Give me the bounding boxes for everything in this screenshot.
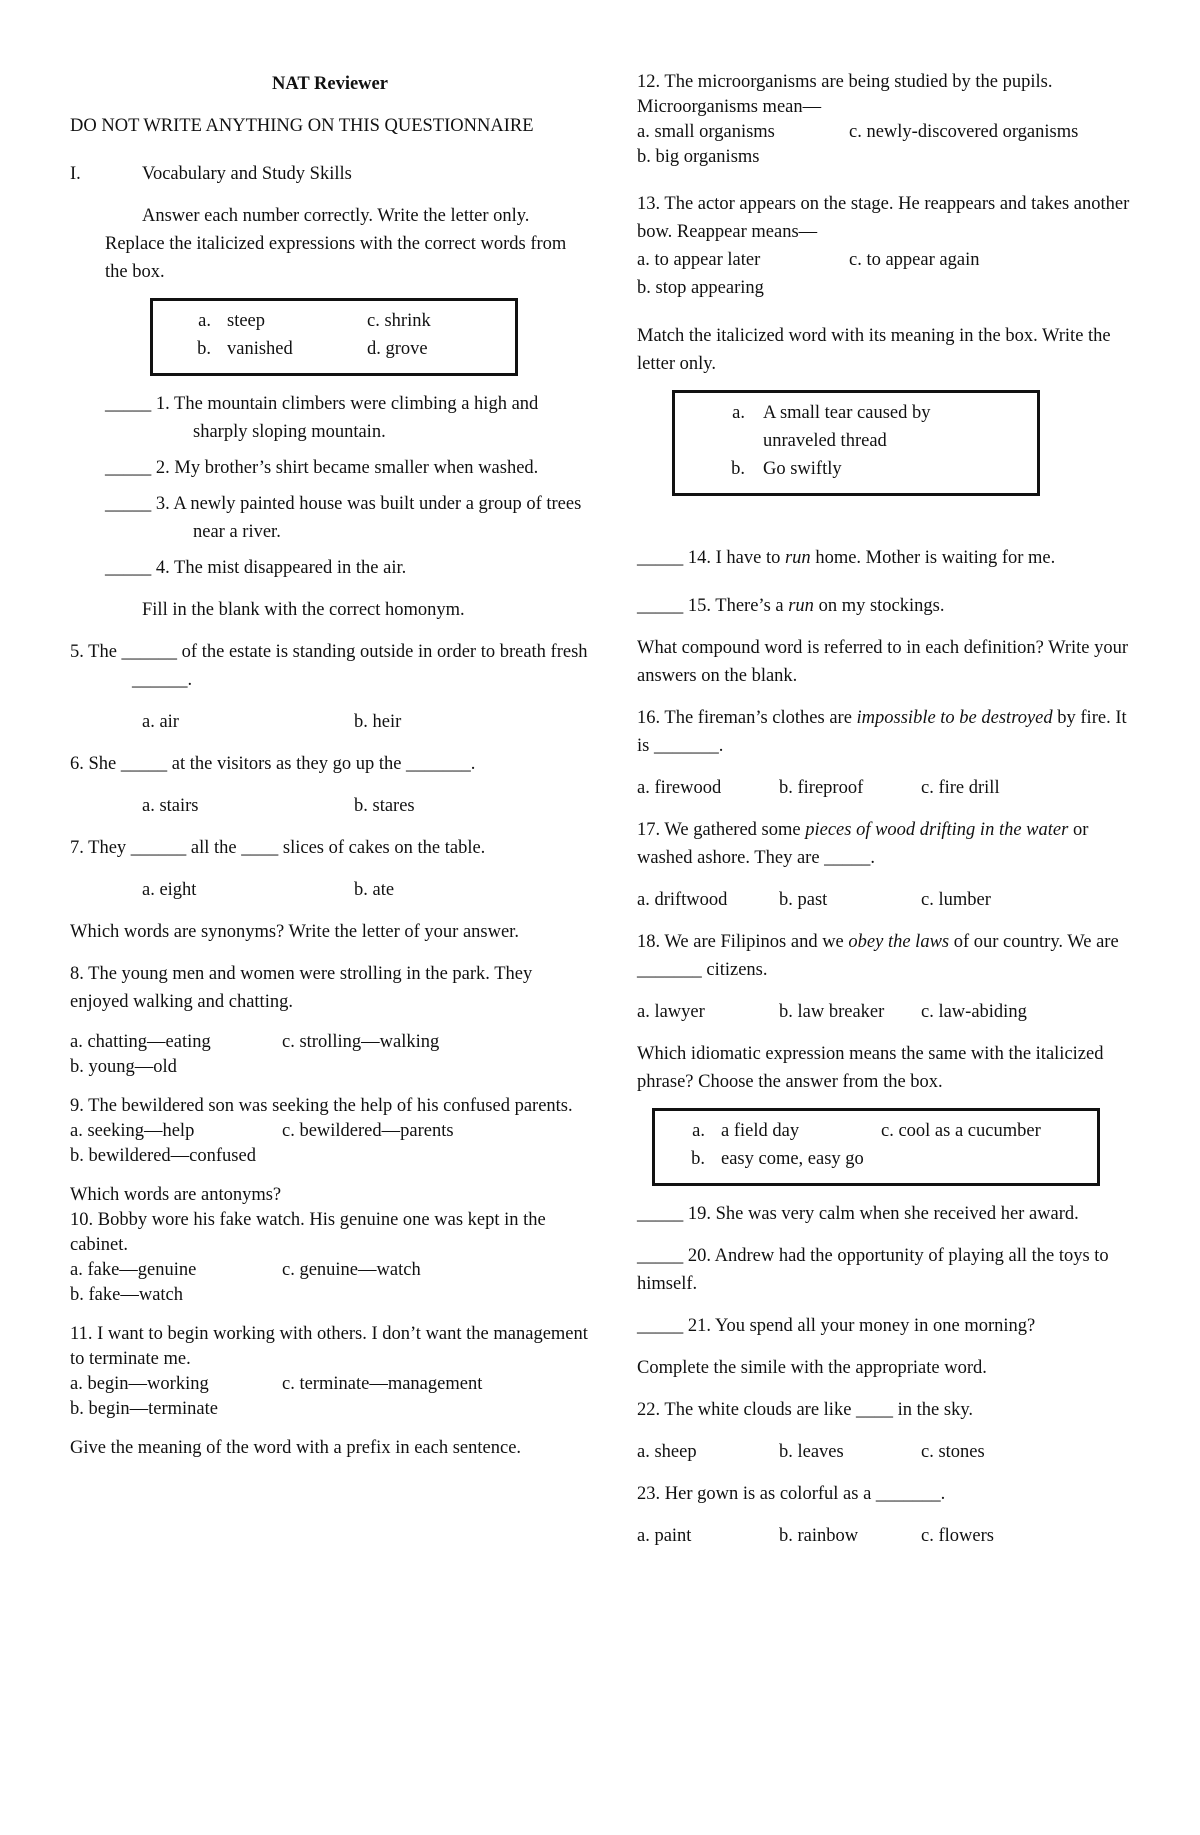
page-title: NAT Reviewer — [272, 74, 388, 94]
box3-c: c. cool as a cucumber — [881, 1121, 1041, 1141]
instruction-2: Fill in the blank with the correct homonym. — [142, 600, 465, 620]
question-18 — [637, 928, 1137, 1026]
instruction-8: Which idiomatic expression means the same with the italicized phrase? Choose the answer from the box. — [637, 1044, 1104, 1092]
box2-b-letter: b. — [731, 459, 745, 479]
question-text-pre: 14. I have to — [687, 548, 785, 568]
option-c[interactable]: c. to appear again — [849, 250, 980, 270]
option-a[interactable]: a. fake—genuine — [70, 1260, 197, 1280]
option-a[interactable]: a. sheep — [637, 1442, 697, 1462]
section-number: I. — [70, 164, 81, 184]
section-name: Vocabulary and Study Skills — [142, 164, 352, 184]
option-c[interactable]: c. terminate—management — [282, 1374, 483, 1394]
option-a[interactable]: a. lawyer — [637, 1002, 705, 1022]
left-column — [70, 70, 590, 1461]
question-text: 22. The white clouds are like ____ in the sky. — [637, 1400, 974, 1420]
option-b[interactable]: b. rainbow — [779, 1526, 859, 1546]
question-9 — [70, 1094, 590, 1169]
question-text: 13. The actor appears on the stage. He reappears and takes another bow. Reappear means— — [637, 194, 1130, 242]
question-text-post: of our country. We are _______ citizens. — [637, 932, 1119, 980]
option-b[interactable]: b. begin—terminate — [70, 1399, 218, 1419]
question-text: 5. The ______ of the estate is standing outside in order to breath fresh ______. — [70, 642, 588, 690]
question-text-pre: 17. We gathered some — [637, 820, 806, 840]
option-a[interactable]: a. air — [142, 712, 179, 732]
question-text: 4. The mist disappeared in the air. — [155, 558, 407, 578]
box1-c: c. shrink — [367, 311, 431, 331]
option-b[interactable]: b. ate — [354, 880, 395, 900]
instruction-3: Which words are synonyms? Write the letter of your answer. — [70, 922, 519, 942]
question-text: 10. Bobby wore his fake watch. His genuine one was kept in the cabinet. — [70, 1210, 546, 1255]
option-a[interactable]: a. driftwood — [637, 890, 728, 910]
box1-a-text: steep — [227, 311, 266, 331]
question-text: 21. You spend all your money in one morning? — [683, 1316, 1036, 1336]
question-7 — [70, 834, 590, 904]
instruction-9: Complete the simile with the appropriate word. — [637, 1358, 987, 1378]
question-16 — [637, 704, 1137, 802]
section-heading — [70, 160, 590, 188]
option-c[interactable]: c. newly-discovered organisms — [849, 122, 1079, 142]
question-text: 20. Andrew had the opportunity of playing all the toys to himself. — [637, 1246, 1109, 1294]
instruction-5: Give the meaning of the word with a prefix in each sentence. — [70, 1438, 522, 1458]
option-a[interactable]: a. begin—working — [70, 1374, 209, 1394]
question-text: 23. Her gown is as colorful as a _______. — [637, 1484, 946, 1504]
question-8 — [70, 960, 590, 1080]
question-3 — [70, 490, 590, 546]
question-12 — [637, 70, 1137, 170]
option-a[interactable]: a. stairs — [142, 796, 199, 816]
answer-blank[interactable]: _____ — [637, 1246, 684, 1266]
question-text: 3. A newly painted house was built under a group of trees near a river. — [155, 494, 582, 542]
option-b[interactable]: b. big organisms — [637, 147, 760, 167]
box3-b-text: easy come, easy go — [721, 1149, 864, 1169]
box3-b-letter: b. — [691, 1149, 705, 1169]
box3-a-letter: a. — [692, 1121, 705, 1141]
question-text: 2. My brother’s shirt became smaller when washed. — [155, 458, 539, 478]
question-text-post: home. Mother is waiting for me. — [810, 548, 1056, 568]
option-a[interactable]: a. to appear later — [637, 250, 761, 270]
question-text-post: by fire. It is _______. — [637, 708, 1127, 756]
question-15 — [637, 592, 1137, 620]
question-23 — [637, 1480, 1137, 1550]
question-14 — [637, 544, 1137, 572]
answer-blank[interactable]: _____ — [105, 394, 152, 414]
question-19 — [637, 1200, 1137, 1228]
box3-a-text: a field day — [721, 1121, 800, 1141]
box1-a-letter: a. — [198, 311, 211, 331]
answer-blank[interactable]: _____ — [637, 596, 684, 616]
question-2 — [70, 454, 590, 482]
option-c[interactable]: c. strolling—walking — [282, 1032, 440, 1052]
option-c[interactable]: c. bewildered—parents — [282, 1121, 454, 1141]
box1-d: d. grove — [367, 339, 428, 359]
question-text-pre: 16. The fireman’s clothes are — [637, 708, 857, 728]
italic-phrase: obey the laws — [848, 932, 950, 952]
option-a[interactable]: a. firewood — [637, 778, 722, 798]
option-c[interactable]: c. genuine—watch — [282, 1260, 421, 1280]
question-text-post: on my stockings. — [813, 596, 945, 616]
option-c[interactable]: c. law-abiding — [921, 1002, 1027, 1022]
choices-box-3 — [652, 1108, 1100, 1186]
option-a[interactable]: a. chatting—eating — [70, 1032, 211, 1052]
box2-a-letter: a. — [732, 403, 745, 423]
question-text-pre: 15. There’s a — [687, 596, 789, 616]
instruction-6: Match the italicized word with its meaning in the box. Write the letter only. — [637, 326, 1111, 374]
answer-blank[interactable]: _____ — [637, 548, 684, 568]
option-b[interactable]: b. young—old — [70, 1057, 177, 1077]
option-a[interactable]: a. small organisms — [637, 122, 775, 142]
option-a[interactable]: a. paint — [637, 1526, 692, 1546]
box2-b-text: Go swiftly — [763, 459, 842, 479]
option-c[interactable]: c. flowers — [921, 1526, 994, 1546]
question-17 — [637, 816, 1137, 914]
answer-blank[interactable]: _____ — [105, 558, 152, 578]
italic-phrase: impossible to be destroyed — [856, 708, 1053, 728]
right-column — [637, 70, 1137, 1550]
option-b[interactable]: b. past — [779, 890, 828, 910]
option-a[interactable]: a. seeking—help — [70, 1121, 195, 1141]
option-b[interactable]: b. fake—watch — [70, 1285, 184, 1305]
question-text: 7. They ______ all the ____ slices of cakes on the table. — [70, 838, 486, 858]
question-5 — [70, 638, 590, 736]
question-21 — [637, 1312, 1137, 1340]
option-b[interactable]: b. leaves — [779, 1442, 844, 1462]
answer-blank[interactable]: _____ — [637, 1316, 684, 1336]
option-c[interactable]: c. stones — [921, 1442, 985, 1462]
question-4 — [70, 554, 590, 582]
instruction-1: Answer each number correctly. Write the letter only. Replace the italicized expressions with the correct words from the box. — [105, 206, 567, 282]
box2-a-text: A small tear caused by unraveled thread — [763, 403, 931, 451]
question-20 — [637, 1242, 1137, 1298]
option-b[interactable]: b. heir — [354, 712, 402, 732]
italic-word: run — [784, 548, 811, 568]
choices-box-1 — [150, 298, 518, 376]
option-b[interactable]: b. stares — [354, 796, 415, 816]
question-text: 12. The microorganisms are being studied by the pupils. Microorganisms mean— — [637, 72, 1053, 117]
question-text: 8. The young men and women were strolling in the park. They enjoyed walking and chatting. — [70, 964, 533, 1012]
option-a[interactable]: a. eight — [142, 880, 197, 900]
box1-b-letter: b. — [197, 339, 211, 359]
question-6 — [70, 750, 590, 820]
italic-word: run — [788, 596, 814, 616]
option-b[interactable]: b. bewildered—confused — [70, 1146, 256, 1166]
question-11 — [70, 1322, 590, 1422]
option-b[interactable]: b. stop appearing — [637, 278, 764, 298]
answer-blank[interactable]: _____ — [105, 458, 152, 478]
answer-blank[interactable]: _____ — [637, 1204, 684, 1224]
question-text: 1. The mountain climbers were climbing a high and sharply sloping mountain. — [155, 394, 539, 442]
question-text: 11. I want to begin working with others. I don’t want the management to terminate me. — [70, 1324, 588, 1369]
question-text-pre: 18. We are Filipinos and we — [637, 932, 849, 952]
question-text: 19. She was very calm when she received her award. — [683, 1204, 1079, 1224]
notice: DO NOT WRITE ANYTHING ON THIS QUESTIONNAIRE — [70, 116, 534, 136]
choices-box-2 — [672, 390, 1040, 496]
answer-blank[interactable]: _____ — [105, 494, 152, 514]
option-b[interactable]: b. fireproof — [779, 778, 864, 798]
option-b[interactable]: b. law breaker — [779, 1002, 885, 1022]
question-1 — [70, 390, 590, 446]
question-text: 6. She _____ at the visitors as they go up the _______. — [70, 754, 476, 774]
question-text: 9. The bewildered son was seeking the help of his confused parents. — [70, 1096, 573, 1116]
question-text-post: or washed ashore. They are _____. — [637, 820, 1089, 868]
instruction-4: Which words are antonyms? — [70, 1185, 282, 1205]
question-13 — [637, 190, 1137, 302]
question-10 — [70, 1183, 590, 1308]
italic-phrase: pieces of wood drifting in the water — [805, 820, 1069, 840]
box1-b-text: vanished — [227, 339, 293, 359]
option-c[interactable]: c. fire drill — [921, 778, 1000, 798]
question-22 — [637, 1396, 1137, 1466]
instruction-7: What compound word is referred to in each definition? Write your answers on the blank. — [637, 638, 1129, 686]
option-c[interactable]: c. lumber — [921, 890, 991, 910]
